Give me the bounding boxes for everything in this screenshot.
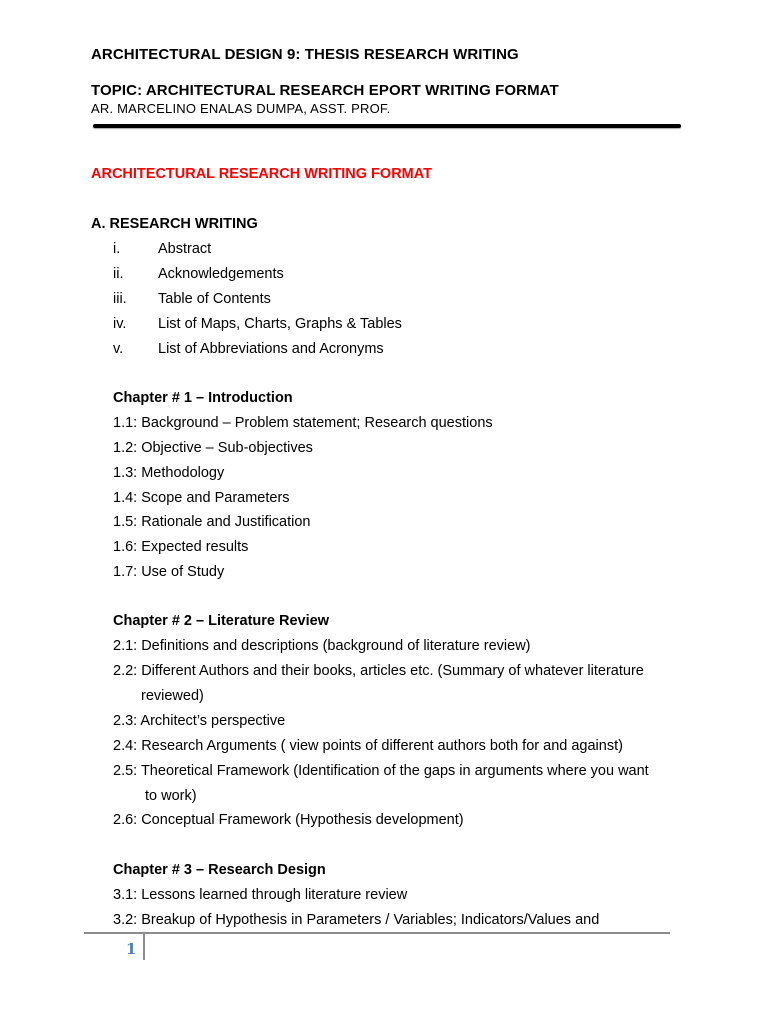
list-item-text: Table of Contents [158,291,271,307]
list-item-number: ii. [113,266,124,282]
document-title: ARCHITECTURAL RESEARCH WRITING FORMAT [91,166,432,182]
list-item-text: Acknowledgements [158,266,284,282]
chapter-1-item: 1.6: Expected results [113,539,249,555]
chapter-2-item-continuation: reviewed) [141,688,204,704]
chapter-1-title: Chapter # 1 – Introduction [113,390,293,406]
chapter-2-item: 2.6: Conceptual Framework (Hypothesis development) [113,812,464,828]
list-item-text: List of Maps, Charts, Graphs & Tables [158,316,402,332]
chapter-1-item: 1.1: Background – Problem statement; Research questions [113,415,493,431]
chapter-1-item: 1.4: Scope and Parameters [113,490,290,506]
header-rule [93,124,681,128]
list-item-number: i. [113,241,121,257]
chapter-3-title: Chapter # 3 – Research Design [113,862,326,878]
page-number: 1 [126,940,137,958]
chapter-3-item: 3.1: Lessons learned through literature review [113,887,408,903]
chapter-2-item: 2.2: Different Authors and their books, articles etc. (Summary of whatever literature [113,663,644,679]
chapter-2-item-continuation: to work) [145,788,197,804]
chapter-2-title: Chapter # 2 – Literature Review [113,613,329,629]
course-title: ARCHITECTURAL DESIGN 9: THESIS RESEARCH WRITING [91,46,519,63]
section-a-title: A. RESEARCH WRITING [91,216,258,232]
chapter-2-item: 2.3: Architect’s perspective [113,713,286,729]
chapter-2-item: 2.1: Definitions and descriptions (background of literature review) [113,638,531,654]
list-item-text: List of Abbreviations and Acronyms [158,341,384,357]
chapter-3-item: 3.2: Breakup of Hypothesis in Parameters / Variables; Indicators/Values and [113,912,600,928]
list-item-number: iv. [113,316,127,332]
chapter-1-item: 1.5: Rationale and Justification [113,514,311,530]
chapter-2-item: 2.5: Theoretical Framework (Identification of the gaps in arguments where you want [113,763,649,779]
chapter-1-item: 1.2: Objective – Sub-objectives [113,440,313,456]
list-item-text: Abstract [158,241,212,257]
page-number-divider [143,934,145,960]
topic-title: TOPIC: ARCHITECTURAL RESEARCH EPORT WRITING FORMAT [91,82,559,99]
list-item-number: iii. [113,291,127,307]
footer-rule [84,932,670,934]
list-item-number: v. [113,341,124,357]
chapter-1-item: 1.7: Use of Study [113,564,225,580]
chapter-2-item: 2.4: Research Arguments ( view points of different authors both for and against) [113,738,623,754]
author-line: AR. MARCELINO ENALAS DUMPA, ASST. PROF. [91,101,391,116]
chapter-1-item: 1.3: Methodology [113,465,225,481]
